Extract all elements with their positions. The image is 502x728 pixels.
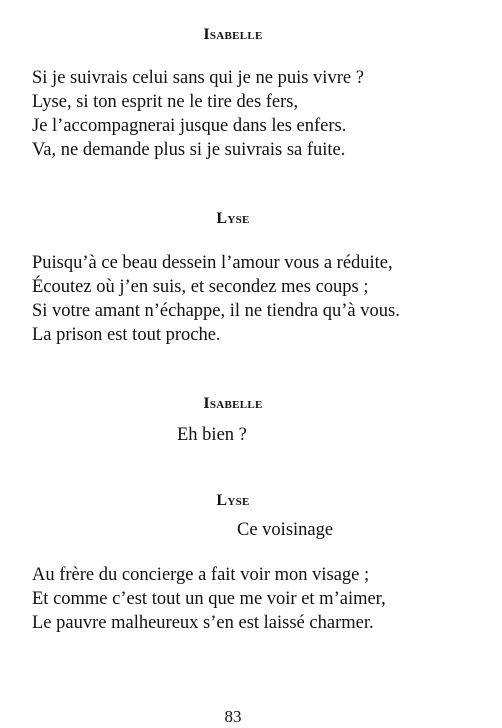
verse-block	[32, 563, 386, 635]
verse-line: Écoutez où j’en suis, et secondez mes coups ;	[32, 277, 369, 297]
speaker-name: Lyse	[216, 492, 250, 509]
speaker-name: Isabelle	[203, 395, 263, 412]
verse-line: Et comme c’est tout un que me voir et m’aimer,	[32, 589, 386, 609]
verse-line: Si votre amant n’échappe, il ne tiendra qu’à vous.	[32, 301, 400, 321]
verse-line: Va, ne demande plus si je suivrais sa fuite.	[32, 140, 346, 160]
page-number: 83	[224, 707, 242, 726]
verse-line: Le pauvre malheureux s’en est laissé charmer.	[32, 613, 374, 633]
verse-line: Au frère du concierge a fait voir mon visage ;	[32, 565, 370, 585]
verse-block	[32, 66, 364, 162]
verse-block	[32, 251, 400, 347]
verse-line: La prison est tout proche.	[32, 325, 221, 345]
verse-line: Si je suivrais celui sans qui je ne puis vivre ?	[32, 68, 364, 88]
speaker-name: Isabelle	[203, 26, 263, 43]
verse-line: Ce voisinage	[237, 520, 334, 540]
verse-line: Eh bien ?	[177, 425, 247, 445]
speaker-name: Lyse	[216, 210, 250, 227]
verse-line: Je l’accompagnerai jusque dans les enfers.	[32, 116, 347, 136]
verse-line: Puisqu’à ce beau dessein l’amour vous a réduite,	[32, 253, 393, 273]
verse-line: Lyse, si ton esprit ne le tire des fers,	[32, 92, 299, 112]
